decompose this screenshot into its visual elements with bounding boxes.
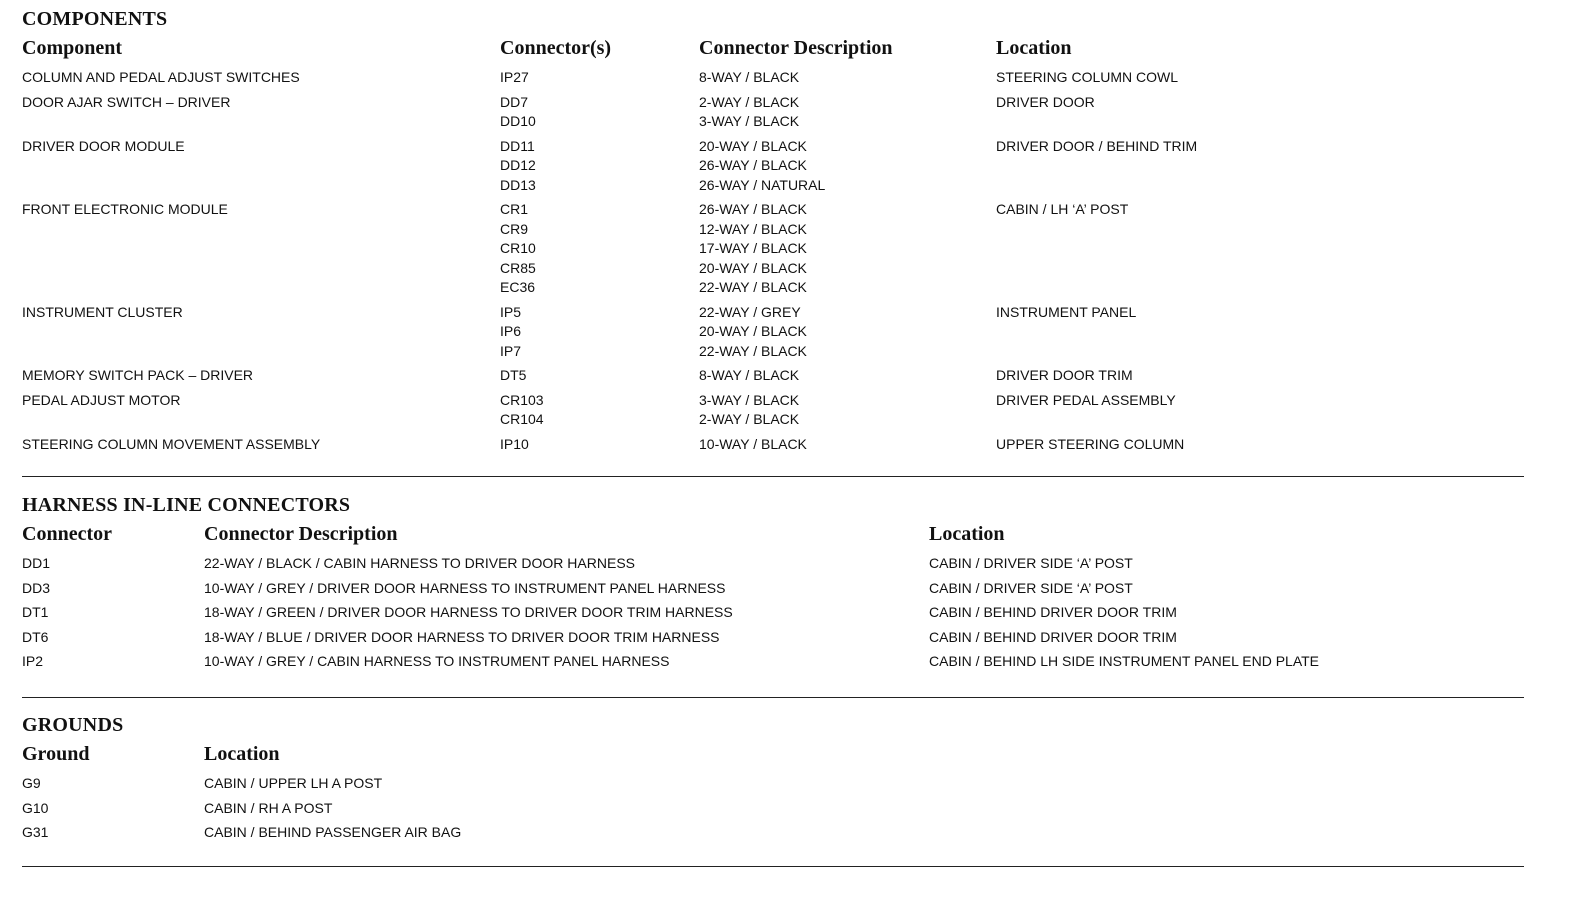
connector-description: 22-WAY / BLACK [699, 342, 807, 359]
connector-location: CABIN / BEHIND DRIVER DOOR TRIM [929, 604, 1177, 620]
connector-location: CABIN / DRIVER SIDE ‘A’ POST [929, 555, 1133, 571]
table-row [22, 68, 1496, 88]
header-ground: Ground [22, 743, 90, 765]
connector-id: IP2 [22, 653, 44, 669]
connector-id: IP5 [500, 303, 522, 320]
harness-title: HARNESS IN-LINE CONNECTORS [22, 494, 351, 516]
header-location: Location [204, 743, 280, 765]
grounds-table-body [22, 774, 804, 843]
component-name: PEDAL ADJUST MOTOR [22, 391, 181, 408]
table-row [22, 774, 804, 794]
connector-description: 2-WAY / BLACK [699, 411, 800, 427]
connector-id: IP10 [500, 435, 529, 452]
component-location: DRIVER PEDAL ASSEMBLY [996, 391, 1176, 408]
connector-description-list [699, 200, 996, 298]
connector-description-list [699, 391, 996, 430]
connector-description: 3-WAY / BLACK [699, 113, 800, 129]
table-row [22, 93, 1496, 132]
connector-description: 2-WAY / BLACK [699, 93, 800, 110]
component-location: DRIVER DOOR / BEHIND TRIM [996, 137, 1198, 154]
connector-list [500, 93, 699, 132]
header-connector: Connector [22, 523, 112, 545]
components-title: COMPONENTS [22, 8, 168, 30]
connector-id: DD12 [500, 157, 536, 173]
connector-list [500, 435, 699, 455]
connector-id: IP6 [500, 323, 522, 339]
connector-description: 20-WAY / BLACK [699, 323, 807, 339]
connector-id: CR104 [500, 411, 544, 427]
component-name: INSTRUMENT CLUSTER [22, 303, 183, 320]
table-row [22, 799, 804, 819]
table-row [22, 652, 1489, 672]
harness-table-body [22, 554, 1489, 672]
ground-id: G9 [22, 775, 41, 791]
connector-id: CR9 [500, 220, 529, 237]
ground-id: G10 [22, 799, 49, 816]
connector-id: DD10 [500, 113, 536, 129]
connector-description-list [699, 93, 996, 132]
connector-description: 22-WAY / BLACK [699, 279, 807, 295]
table-row [22, 303, 1496, 362]
table-row [22, 200, 1496, 298]
harness-section [22, 492, 1489, 677]
component-location: DRIVER DOOR TRIM [996, 367, 1133, 383]
connector-description-list [699, 137, 996, 196]
header-component: Component [22, 37, 123, 59]
table-row [22, 823, 804, 843]
connector-description: 12-WAY / BLACK [699, 220, 807, 237]
component-name: COLUMN AND PEDAL ADJUST SWITCHES [22, 69, 300, 85]
connector-description: 26-WAY / BLACK [699, 157, 807, 173]
components-section [22, 6, 1496, 459]
component-location: DRIVER DOOR [996, 93, 1095, 110]
harness-header-row [22, 518, 1489, 550]
component-name: STEERING COLUMN MOVEMENT ASSEMBLY [22, 435, 321, 452]
connector-description: 3-WAY / BLACK [699, 391, 800, 408]
connector-id: DT6 [22, 628, 49, 645]
connector-description: 22-WAY / BLACK / CABIN HARNESS TO DRIVER DOOR HARNESS [204, 555, 635, 571]
component-name: FRONT ELECTRONIC MODULE [22, 201, 228, 217]
components-header-row [22, 32, 1496, 64]
section-divider [22, 866, 1524, 867]
table-row [22, 137, 1496, 196]
component-name: DRIVER DOOR MODULE [22, 137, 185, 154]
connector-id: CR103 [500, 391, 544, 408]
table-row [22, 628, 1489, 648]
connector-id: DT1 [22, 604, 49, 620]
connector-id: IP7 [500, 342, 522, 359]
connector-id: IP27 [500, 69, 529, 85]
connector-description-list [699, 68, 996, 88]
component-location: INSTRUMENT PANEL [996, 303, 1137, 320]
connector-location: CABIN / DRIVER SIDE ‘A’ POST [929, 579, 1133, 596]
connector-description: 20-WAY / BLACK [699, 259, 807, 276]
connector-description: 10-WAY / GREY / DRIVER DOOR HARNESS TO INSTRUMENT PANEL HARNESS [204, 579, 726, 596]
connector-description: 10-WAY / BLACK [699, 435, 807, 452]
connector-description: 22-WAY / GREY [699, 303, 801, 320]
header-connector-description: Connector Description [699, 37, 893, 59]
component-location: UPPER STEERING COLUMN [996, 435, 1185, 452]
component-name: DOOR AJAR SWITCH – DRIVER [22, 93, 231, 110]
grounds-header-row [22, 738, 804, 770]
connector-description: 18-WAY / BLUE / DRIVER DOOR HARNESS TO DRIVER DOOR TRIM HARNESS [204, 628, 720, 645]
connector-id: DD7 [500, 93, 529, 110]
connector-description: 18-WAY / GREEN / DRIVER DOOR HARNESS TO DRIVER DOOR TRIM HARNESS [204, 604, 733, 620]
connector-list [500, 391, 699, 430]
component-location: CABIN / LH ‘A’ POST [996, 201, 1129, 217]
table-row [22, 391, 1496, 430]
connector-location: CABIN / BEHIND DRIVER DOOR TRIM [929, 628, 1177, 645]
connector-description: 20-WAY / BLACK [699, 137, 807, 154]
connector-description: 10-WAY / GREY / CABIN HARNESS TO INSTRUMENT PANEL HARNESS [204, 653, 670, 669]
connector-description-list [699, 303, 996, 362]
section-divider [22, 697, 1524, 698]
table-row [22, 366, 1496, 386]
ground-location: CABIN / RH A POST [204, 799, 333, 816]
connector-id: DT5 [500, 367, 527, 383]
connector-list [500, 303, 699, 362]
connector-list [500, 68, 699, 88]
connector-description-list [699, 435, 996, 455]
component-location: STEERING COLUMN COWL [996, 69, 1179, 85]
ground-id: G31 [22, 824, 49, 840]
connector-description: 17-WAY / BLACK [699, 240, 807, 256]
table-row [22, 554, 1489, 574]
connector-list [500, 137, 699, 196]
component-name: MEMORY SWITCH PACK – DRIVER [22, 367, 254, 383]
grounds-title: GROUNDS [22, 714, 124, 736]
connector-description: 26-WAY / BLACK [699, 201, 807, 217]
ground-location: CABIN / UPPER LH A POST [204, 775, 383, 791]
connector-id: EC36 [500, 279, 536, 295]
header-location: Location [996, 37, 1072, 59]
table-row [22, 435, 1496, 455]
connector-id: CR10 [500, 240, 536, 256]
connector-list [500, 200, 699, 298]
connector-description: 8-WAY / BLACK [699, 367, 800, 383]
connector-location: CABIN / BEHIND LH SIDE INSTRUMENT PANEL END PLATE [929, 653, 1320, 669]
header-connectors: Connector(s) [500, 37, 612, 59]
connector-id: DD3 [22, 579, 51, 596]
connector-description-list [699, 366, 996, 386]
connector-list [500, 366, 699, 386]
connector-id: DD11 [500, 137, 535, 154]
table-row [22, 603, 1489, 623]
connector-id: DD1 [22, 555, 51, 571]
connector-description: 8-WAY / BLACK [699, 69, 800, 85]
ground-location: CABIN / BEHIND PASSENGER AIR BAG [204, 824, 462, 840]
connector-id: CR85 [500, 259, 536, 276]
header-connector-description: Connector Description [204, 523, 398, 545]
connector-description: 26-WAY / NATURAL [699, 176, 826, 193]
header-location: Location [929, 523, 1005, 545]
section-divider [22, 476, 1524, 477]
connector-id: CR1 [500, 201, 529, 217]
grounds-section [22, 712, 804, 848]
components-table-body [22, 68, 1496, 454]
table-row [22, 579, 1489, 599]
connector-id: DD13 [500, 176, 536, 193]
